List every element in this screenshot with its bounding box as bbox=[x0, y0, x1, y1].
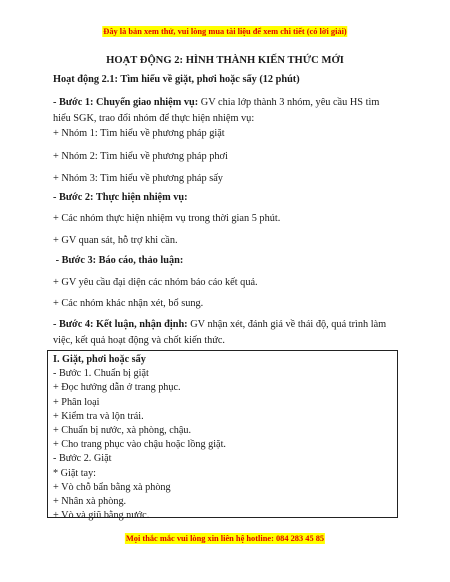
step4-label: - Bước 4: Kết luận, nhận định: bbox=[53, 319, 188, 330]
step2-label-text: - Bước 2: Thực hiện nhiệm vụ: bbox=[53, 192, 188, 203]
group-1-item: + Nhóm 1: Tìm hiểu về phương pháp giặt bbox=[53, 128, 225, 139]
step1-text: GV chia lớp thành 3 nhóm, yêu cầu HS tìm hiểu SGK, trao đổi nhóm để thực hiện nhiệm vụ: bbox=[53, 97, 380, 124]
step2-item-2: + GV quan sát, hỗ trợ khi cần. bbox=[53, 235, 178, 246]
box-line: + Kiểm tra và lộn trái. bbox=[53, 410, 144, 422]
section-title: HOẠT ĐỘNG 2: HÌNH THÀNH KIẾN THỨC MỚI bbox=[106, 55, 344, 66]
box-heading: I. Giặt, phơi hoặc sấy bbox=[53, 354, 146, 365]
step1-label: - Bước 1: Chuyển giao nhiệm vụ: bbox=[53, 97, 199, 108]
box-line: * Giặt tay: bbox=[53, 467, 97, 479]
box-line: + Cho trang phục vào chậu hoặc lồng giặt. bbox=[53, 439, 226, 451]
step3-label bbox=[53, 253, 398, 269]
step3-item-2: + Các nhóm khác nhận xét, bổ sung. bbox=[53, 298, 204, 309]
box-line: - Bước 1. Chuẩn bị giặt bbox=[53, 368, 149, 380]
box-line: + Đọc hướng dẫn ở trang phục. bbox=[53, 382, 181, 394]
activity-heading-text: Hoạt động 2.1: Tìm hiểu về giặt, phơi hoặc sấy (12 phút) bbox=[53, 74, 300, 85]
group-2-item: + Nhóm 2: Tìm hiểu về phương pháp phơi bbox=[53, 151, 228, 162]
group-3-item: + Nhóm 3: Tìm hiểu về phương pháp sấy bbox=[53, 173, 223, 184]
preview-notice-banner: Đây là bản xem thử, vui lòng mua tài liệu để xem chi tiết (có lời giải) bbox=[103, 27, 347, 36]
box-line: + Phân loại bbox=[53, 396, 100, 408]
hotline-banner: Mọi thắc mắc vui lòng xin liên hệ hotline: 084 283 45 85 bbox=[125, 534, 325, 543]
box-line: - Bước 2. Giặt bbox=[53, 453, 112, 465]
step3-item-1: + GV yêu cầu đại diện các nhóm báo cáo kết quả. bbox=[53, 277, 258, 288]
step4-paragraph bbox=[53, 317, 398, 349]
box-line: + Chuẩn bị nước, xà phòng, chậu. bbox=[53, 425, 192, 437]
box-line: + Nhân xà phòng. bbox=[53, 496, 127, 508]
step2-label bbox=[53, 190, 398, 206]
step2-item-1: + Các nhóm thực hiện nhiệm vụ trong thời gian 5 phút. bbox=[53, 213, 281, 224]
step1-paragraph bbox=[53, 95, 398, 127]
step4-text: GV nhận xét, đánh giá về thái độ, quá trình làm việc, kết quả hoạt động và chốt kiến thức. bbox=[53, 319, 387, 346]
content-box bbox=[47, 350, 398, 522]
box-line: + Vò chỗ bẩn bằng xà phòng bbox=[53, 481, 171, 493]
activity-heading bbox=[53, 72, 398, 88]
box-line: + Vò và giũ bằng nước. bbox=[53, 510, 150, 522]
step3-label-text: - Bước 3: Báo cáo, thảo luận: bbox=[53, 255, 184, 266]
